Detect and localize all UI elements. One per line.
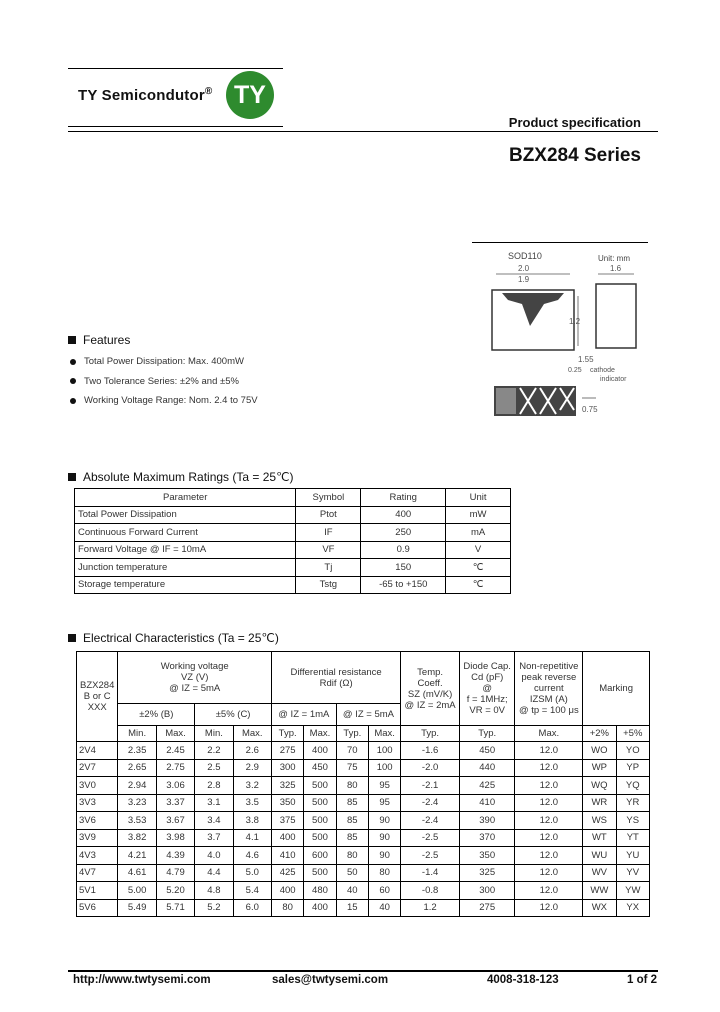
table-cell: 300 bbox=[459, 882, 515, 900]
table-cell: Forward Voltage @ IF = 10mA bbox=[75, 541, 296, 559]
table-cell: WT bbox=[583, 829, 616, 847]
footer-url[interactable]: http://www.twtysemi.com bbox=[73, 974, 211, 986]
table-row bbox=[77, 847, 650, 865]
table-row bbox=[77, 759, 650, 777]
table-cell: 85 bbox=[336, 812, 368, 830]
table-cell: WS bbox=[583, 812, 616, 830]
table-cell: 12.0 bbox=[515, 864, 583, 882]
table-cell: 4.4 bbox=[195, 864, 233, 882]
table-cell: V bbox=[446, 541, 511, 559]
sub-header-cell: Typ. bbox=[401, 726, 460, 742]
col-diode-cap: Diode Cap. Cd (pF) @ f = 1MHz; VR = 0V bbox=[459, 652, 515, 726]
sub-header-cell: Max. bbox=[233, 726, 271, 742]
table-cell: 350 bbox=[271, 794, 303, 812]
col-izsm: Non-repetitive peak reverse current IZSM (A) @ tp = 100 μs bbox=[515, 652, 583, 726]
table-cell: 2.94 bbox=[118, 777, 156, 795]
note-indicator: indicator bbox=[600, 376, 627, 383]
table-cell: 5.20 bbox=[156, 882, 194, 900]
table-cell: 6.0 bbox=[233, 899, 271, 917]
table-cell: 40 bbox=[336, 882, 368, 900]
abs-max-heading: Absolute Maximum Ratings (Ta = 25℃) bbox=[68, 470, 294, 484]
col-part: BZX284 B or C XXX bbox=[77, 652, 118, 742]
table-cell: 3.37 bbox=[156, 794, 194, 812]
table-cell: 3.8 bbox=[233, 812, 271, 830]
table-cell: WR bbox=[583, 794, 616, 812]
table-cell: 12.0 bbox=[515, 742, 583, 760]
table-cell: -1.4 bbox=[401, 864, 460, 882]
table-cell: -65 to +150 bbox=[361, 576, 446, 594]
table-cell: 4.61 bbox=[118, 864, 156, 882]
table-cell: 400 bbox=[271, 829, 303, 847]
col-marking: Marking bbox=[583, 652, 650, 726]
table-cell: 3.2 bbox=[233, 777, 271, 795]
table-cell: 4.8 bbox=[195, 882, 233, 900]
table-cell: 50 bbox=[336, 864, 368, 882]
table-cell: 90 bbox=[368, 829, 400, 847]
note-cathode: cathode bbox=[590, 367, 615, 374]
feature-item: Total Power Dissipation: Max. 400mW bbox=[70, 352, 258, 372]
square-bullet-icon bbox=[68, 634, 76, 642]
table-cell: WW bbox=[583, 882, 616, 900]
footer-page: 1 of 2 bbox=[627, 974, 658, 986]
table-row bbox=[77, 794, 650, 812]
table-cell: 325 bbox=[459, 864, 515, 882]
sub-header-cell: Max. bbox=[368, 726, 400, 742]
product-spec-label: Product specification bbox=[508, 115, 641, 130]
table-cell: 425 bbox=[271, 864, 303, 882]
table-cell: Tstg bbox=[296, 576, 361, 594]
features-list bbox=[70, 352, 258, 411]
table-cell: 500 bbox=[304, 829, 336, 847]
table-cell: 375 bbox=[271, 812, 303, 830]
table-cell: 3.1 bbox=[195, 794, 233, 812]
table-cell: 5.71 bbox=[156, 899, 194, 917]
abs-max-table bbox=[74, 488, 511, 594]
col-rating: Rating bbox=[361, 489, 446, 507]
table-row bbox=[77, 812, 650, 830]
table-cell: mW bbox=[446, 506, 511, 524]
table-cell: 95 bbox=[368, 794, 400, 812]
col-parameter: Parameter bbox=[75, 489, 296, 507]
footer-email[interactable]: sales@twtysemi.com bbox=[272, 974, 389, 986]
table-row bbox=[75, 576, 511, 594]
table-cell: VF bbox=[296, 541, 361, 559]
dim-width: 1.2 bbox=[569, 317, 581, 326]
table-cell: YO bbox=[616, 742, 649, 760]
table-row bbox=[75, 524, 511, 542]
table-cell: YT bbox=[616, 829, 649, 847]
table-cell: 500 bbox=[304, 794, 336, 812]
table-cell: 2.65 bbox=[118, 759, 156, 777]
table-cell: WQ bbox=[583, 777, 616, 795]
table-cell: -2.1 bbox=[401, 777, 460, 795]
table-cell: YR bbox=[616, 794, 649, 812]
table-cell: 500 bbox=[304, 864, 336, 882]
table-cell: 500 bbox=[304, 812, 336, 830]
bullet-icon bbox=[70, 378, 76, 384]
table-cell: 3V6 bbox=[77, 812, 118, 830]
elec-table bbox=[76, 651, 650, 917]
table-cell: 275 bbox=[459, 899, 515, 917]
table-cell: 4.39 bbox=[156, 847, 194, 865]
square-bullet-icon bbox=[68, 336, 76, 344]
col-temp-coeff: Temp. Coeff. SZ (mV/K) @ IZ = 2mA bbox=[401, 652, 460, 726]
table-cell: Junction temperature bbox=[75, 559, 296, 577]
table-cell: 250 bbox=[361, 524, 446, 542]
table-cell: 12.0 bbox=[515, 759, 583, 777]
table-row bbox=[77, 742, 650, 760]
table-cell: 12.0 bbox=[515, 777, 583, 795]
bullet-icon bbox=[70, 398, 76, 404]
table-cell: 3.67 bbox=[156, 812, 194, 830]
header-bottom-rule bbox=[68, 126, 283, 127]
table-cell: YS bbox=[616, 812, 649, 830]
col-unit: Unit bbox=[446, 489, 511, 507]
table-cell: -2.4 bbox=[401, 812, 460, 830]
table-cell: 2.6 bbox=[233, 742, 271, 760]
table-cell: 2.2 bbox=[195, 742, 233, 760]
table-cell: YW bbox=[616, 882, 649, 900]
package-name: SOD110 bbox=[508, 251, 542, 261]
col-iz5: @ IZ = 5mA bbox=[336, 704, 401, 726]
table-cell: 410 bbox=[459, 794, 515, 812]
table-cell: 12.0 bbox=[515, 899, 583, 917]
table-cell: 3V9 bbox=[77, 829, 118, 847]
package-unit: Unit: mm bbox=[598, 254, 630, 263]
table-row bbox=[75, 506, 511, 524]
col-diff-resistance: Differential resistance Rdif (Ω) bbox=[271, 652, 400, 704]
table-cell: -2.4 bbox=[401, 794, 460, 812]
table-cell: YX bbox=[616, 899, 649, 917]
table-cell: 4.1 bbox=[233, 829, 271, 847]
table-cell: YP bbox=[616, 759, 649, 777]
table-cell: 4.21 bbox=[118, 847, 156, 865]
table-cell: 3.7 bbox=[195, 829, 233, 847]
table-cell: 2.8 bbox=[195, 777, 233, 795]
table-cell: 480 bbox=[304, 882, 336, 900]
table-row bbox=[75, 541, 511, 559]
table-cell: 1.2 bbox=[401, 899, 460, 917]
table-cell: 5.49 bbox=[118, 899, 156, 917]
table-cell: IF bbox=[296, 524, 361, 542]
sod110-package-diagram bbox=[470, 238, 650, 418]
table-cell: 3.53 bbox=[118, 812, 156, 830]
header-long-rule bbox=[68, 131, 658, 132]
table-cell: 80 bbox=[271, 899, 303, 917]
table-cell: 4V7 bbox=[77, 864, 118, 882]
table-cell: 400 bbox=[271, 882, 303, 900]
table-cell: -2.5 bbox=[401, 847, 460, 865]
table-cell: 450 bbox=[304, 759, 336, 777]
table-cell: Ptot bbox=[296, 506, 361, 524]
table-cell: 325 bbox=[271, 777, 303, 795]
table-cell: 80 bbox=[336, 847, 368, 865]
table-cell: 2.35 bbox=[118, 742, 156, 760]
table-cell: 600 bbox=[304, 847, 336, 865]
table-row bbox=[77, 882, 650, 900]
table-row bbox=[77, 829, 650, 847]
table-cell: 5.00 bbox=[118, 882, 156, 900]
sub-header-cell: Min. bbox=[118, 726, 156, 742]
sub-header-cell: Typ. bbox=[459, 726, 515, 742]
table-cell: 370 bbox=[459, 829, 515, 847]
elec-heading: Electrical Characteristics (Ta = 25℃) bbox=[68, 631, 279, 645]
table-cell: 85 bbox=[336, 829, 368, 847]
table-cell: 85 bbox=[336, 794, 368, 812]
features-heading: Features bbox=[68, 333, 130, 347]
table-cell: 90 bbox=[368, 847, 400, 865]
table-cell: WP bbox=[583, 759, 616, 777]
sub-header-cell: Typ. bbox=[336, 726, 368, 742]
bullet-icon bbox=[70, 359, 76, 365]
table-cell: 275 bbox=[271, 742, 303, 760]
table-cell: 95 bbox=[368, 777, 400, 795]
table-cell: 12.0 bbox=[515, 829, 583, 847]
table-row bbox=[77, 899, 650, 917]
table-cell: -1.6 bbox=[401, 742, 460, 760]
table-cell: 2.45 bbox=[156, 742, 194, 760]
table-cell: 80 bbox=[368, 864, 400, 882]
table-cell: 5.4 bbox=[233, 882, 271, 900]
sub-header-cell: Max. bbox=[156, 726, 194, 742]
table-cell: 3V0 bbox=[77, 777, 118, 795]
dim-height: 1.6 bbox=[610, 264, 622, 273]
table-cell: 390 bbox=[459, 812, 515, 830]
table-cell: YU bbox=[616, 847, 649, 865]
ty-logo-icon: TY bbox=[226, 71, 274, 119]
table-cell: 60 bbox=[368, 882, 400, 900]
table-cell: -0.8 bbox=[401, 882, 460, 900]
table-cell: 3.06 bbox=[156, 777, 194, 795]
table-cell: -2.5 bbox=[401, 829, 460, 847]
table-cell: 3.82 bbox=[118, 829, 156, 847]
footer-phone: 4008-318-123 bbox=[487, 974, 559, 986]
table-cell: -2.0 bbox=[401, 759, 460, 777]
table-cell: 350 bbox=[459, 847, 515, 865]
table-row bbox=[77, 864, 650, 882]
col-working-voltage: Working voltage VZ (V) @ IZ = 5mA bbox=[118, 652, 272, 704]
table-cell: 3.4 bbox=[195, 812, 233, 830]
sub-header-cell: +5% bbox=[616, 726, 649, 742]
col-iz1: @ IZ = 1mA bbox=[271, 704, 336, 726]
table-row bbox=[75, 559, 511, 577]
table-cell: 4.0 bbox=[195, 847, 233, 865]
dim-body: 1.9 bbox=[518, 275, 530, 284]
col-symbol: Symbol bbox=[296, 489, 361, 507]
table-cell: WO bbox=[583, 742, 616, 760]
table-cell: YQ bbox=[616, 777, 649, 795]
table-cell: 4.79 bbox=[156, 864, 194, 882]
sub-header-cell: Typ. bbox=[271, 726, 303, 742]
table-cell: 2.75 bbox=[156, 759, 194, 777]
table-cell: Storage temperature bbox=[75, 576, 296, 594]
table-cell: 2.5 bbox=[195, 759, 233, 777]
table-cell: 12.0 bbox=[515, 847, 583, 865]
table-cell: WX bbox=[583, 899, 616, 917]
table-cell: 80 bbox=[336, 777, 368, 795]
table-cell: 90 bbox=[368, 812, 400, 830]
table-cell: 70 bbox=[336, 742, 368, 760]
table-cell: Total Power Dissipation bbox=[75, 506, 296, 524]
table-cell: 400 bbox=[304, 742, 336, 760]
table-cell: 5.2 bbox=[195, 899, 233, 917]
dim-lead-t: 0.25 bbox=[568, 367, 582, 374]
dim-thick: 0.75 bbox=[582, 405, 598, 414]
square-bullet-icon bbox=[68, 473, 76, 481]
table-cell: 100 bbox=[368, 742, 400, 760]
table-cell: Continuous Forward Current bbox=[75, 524, 296, 542]
feature-item: Working Voltage Range: Nom. 2.4 to 75V bbox=[70, 391, 258, 411]
table-cell: 4.6 bbox=[233, 847, 271, 865]
table-cell: 400 bbox=[304, 899, 336, 917]
table-cell: 150 bbox=[361, 559, 446, 577]
table-header-row bbox=[75, 489, 511, 507]
table-cell: 2.9 bbox=[233, 759, 271, 777]
dim-lead: 1.55 bbox=[578, 355, 594, 364]
table-cell: 3V3 bbox=[77, 794, 118, 812]
table-cell: 5.0 bbox=[233, 864, 271, 882]
table-cell: 100 bbox=[368, 759, 400, 777]
series-title: BZX284 Series bbox=[508, 145, 641, 166]
table-cell: 40 bbox=[368, 899, 400, 917]
table-cell: 425 bbox=[459, 777, 515, 795]
table-cell: WU bbox=[583, 847, 616, 865]
dim-length: 2.0 bbox=[518, 264, 530, 273]
table-cell: 3.98 bbox=[156, 829, 194, 847]
table-cell: 12.0 bbox=[515, 812, 583, 830]
table-cell: 400 bbox=[361, 506, 446, 524]
table-cell: 12.0 bbox=[515, 882, 583, 900]
table-cell: 2V4 bbox=[77, 742, 118, 760]
table-cell: WV bbox=[583, 864, 616, 882]
footer-rule bbox=[68, 970, 658, 972]
sub-header-cell: +2% bbox=[583, 726, 616, 742]
table-cell: 3.23 bbox=[118, 794, 156, 812]
header-top-rule bbox=[68, 68, 283, 69]
sub-header-cell: Max. bbox=[304, 726, 336, 742]
table-cell: 5V6 bbox=[77, 899, 118, 917]
table-cell: 300 bbox=[271, 759, 303, 777]
table-cell: 450 bbox=[459, 742, 515, 760]
brand-name: TY Semicondutor® bbox=[78, 86, 213, 104]
col-tol-b: ±2% (B) bbox=[118, 704, 195, 726]
table-cell: 440 bbox=[459, 759, 515, 777]
table-cell: 2V7 bbox=[77, 759, 118, 777]
table-cell: 500 bbox=[304, 777, 336, 795]
table-row bbox=[77, 777, 650, 795]
table-cell: 0.9 bbox=[361, 541, 446, 559]
table-cell: Tj bbox=[296, 559, 361, 577]
col-tol-c: ±5% (C) bbox=[195, 704, 272, 726]
feature-item: Two Tolerance Series: ±2% and ±5% bbox=[70, 372, 258, 392]
table-cell: 12.0 bbox=[515, 794, 583, 812]
table-cell: 5V1 bbox=[77, 882, 118, 900]
table-cell: ℃ bbox=[446, 576, 511, 594]
table-cell: mA bbox=[446, 524, 511, 542]
table-cell: YV bbox=[616, 864, 649, 882]
sub-header-cell: Max. bbox=[515, 726, 583, 742]
table-cell: 4V3 bbox=[77, 847, 118, 865]
table-cell: 75 bbox=[336, 759, 368, 777]
table-cell: 3.5 bbox=[233, 794, 271, 812]
table-cell: 410 bbox=[271, 847, 303, 865]
table-cell: ℃ bbox=[446, 559, 511, 577]
sub-header-cell: Min. bbox=[195, 726, 233, 742]
table-cell: 15 bbox=[336, 899, 368, 917]
